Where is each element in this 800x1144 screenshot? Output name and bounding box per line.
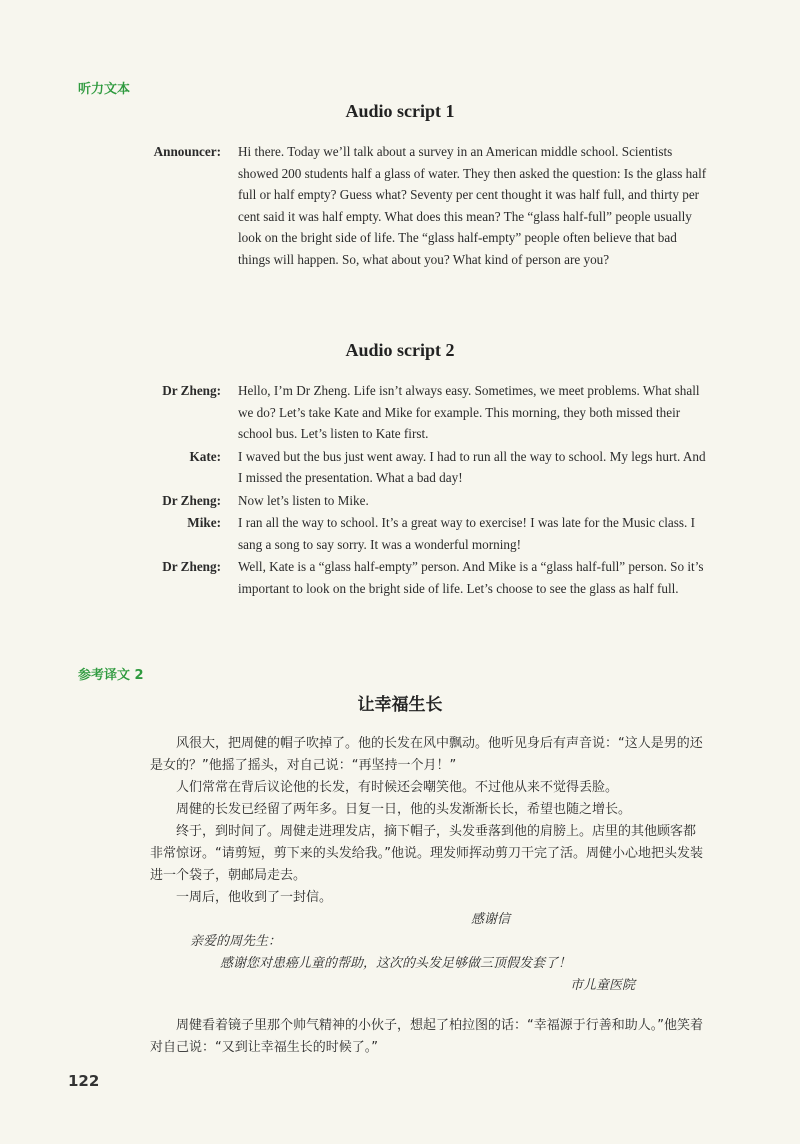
dialogue-turn [150,490,710,512]
page-number: 122 [68,1072,100,1090]
dialogue-turn [150,512,710,555]
translation-title: 让幸福生长 [357,695,443,715]
dialogue-turn [150,380,710,445]
letter-signature: 市儿童医院 [569,978,635,993]
turn-text: Now let’s listen to Mike. [238,492,369,508]
paragraph: 终于，到时间了。周健走进理发店，摘下帽子，头发垂落到他的肩膀上。店里的其他顾客都非常惊讶。“请剪短，剪下来的头发给我。”他说。理发师挥动剪刀干完了活。周健小心地把头发装进一个袋子，朝邮局走去。 [150,824,703,883]
letter-heading: 感谢信 [470,912,510,927]
translation-closing [150,1015,705,1059]
paragraph: 周健的长发已经留了两年多。日复一日，他的头发渐渐长长，希望也随之增长。 [176,802,632,817]
speaker-label: Kate: [189,448,221,464]
dialogue-turn [150,446,710,489]
turn-text: I waved but the bus just went away. I had to run all the way to school. My legs hurt. And I missed the presentation. What a bad day! [238,448,706,485]
speaker-label: Mike: [187,515,221,530]
turn-text: I ran all the way to school. It’s a great way to exercise! I was late for the Music class. I sang a song to say sorry. It was a wonderful morning! [238,515,696,552]
speaker-label: Dr Zheng: [162,559,221,574]
audio-script-2-title: Audio script 2 [345,340,455,360]
translation-body [150,733,705,997]
turn-text: Hi there. Today we’ll talk about a survey in an American middle school. Scientists showed 200 students half a glass of water. They then asked the question: Is the glass half full or half empty? Guess what? Seventy per cent thought it was half full, and thirty per cent said it was half empty. What does this mean? The “glass half-full” people usually look on the bright side of life. The “glass half-empty” people often believe that bad things will happen. So, what about you? What kind of person are you? [238,144,707,267]
speaker-label: Announcer: [153,144,221,159]
speaker-label: Dr Zheng: [162,383,221,398]
section-label-listening-text: 听力文本 [78,82,131,97]
paragraph: 周健看着镜子里那个帅气精神的小伙子，想起了柏拉图的话：“幸福源于行善和助人。”他笑着对自己说：“又到让幸福生长的时候了。” [150,1018,703,1055]
section-label-reference-translation: 参考译文 2 [78,668,144,683]
paragraph: 风很大，把周健的帽子吹掉了。他的长发在风中飘动。他听见身后有声音说：“这人是男的还是女的？”他摇了摇头，对自己说：“再坚持一个月！” [150,736,703,773]
letter-body: 感谢您对患癌儿童的帮助，这次的头发足够做三顶假发套了！ [220,956,572,971]
paragraph: 一周后，他收到了一封信。 [176,890,333,905]
paragraph: 人们常常在背后议论他的长发，有时候还会嘲笑他。不过他从来不觉得丢脸。 [176,780,619,795]
letter-salutation: 亲爱的周先生： [190,934,282,949]
turn-text: Well, Kate is a “glass half-empty” person. And Mike is a “glass half-full” person. So it’s important to look on the bright side of life. Let’s choose to see the glass as half full. [238,559,704,596]
turn-text: Hello, I’m Dr Zheng. Life isn’t always easy. Sometimes, we meet problems. What shall we do? Let’s take Kate and Mike for example. This morning, they both missed their school bus. Let’s listen to Kate first. [238,383,700,441]
dialogue-turn [150,141,710,270]
audio-script-1-dialogue [150,141,710,271]
speaker-label: Dr Zheng: [162,492,221,508]
audio-script-2-dialogue [150,380,710,600]
audio-script-1-title: Audio script 1 [345,101,455,121]
dialogue-turn [150,556,710,599]
